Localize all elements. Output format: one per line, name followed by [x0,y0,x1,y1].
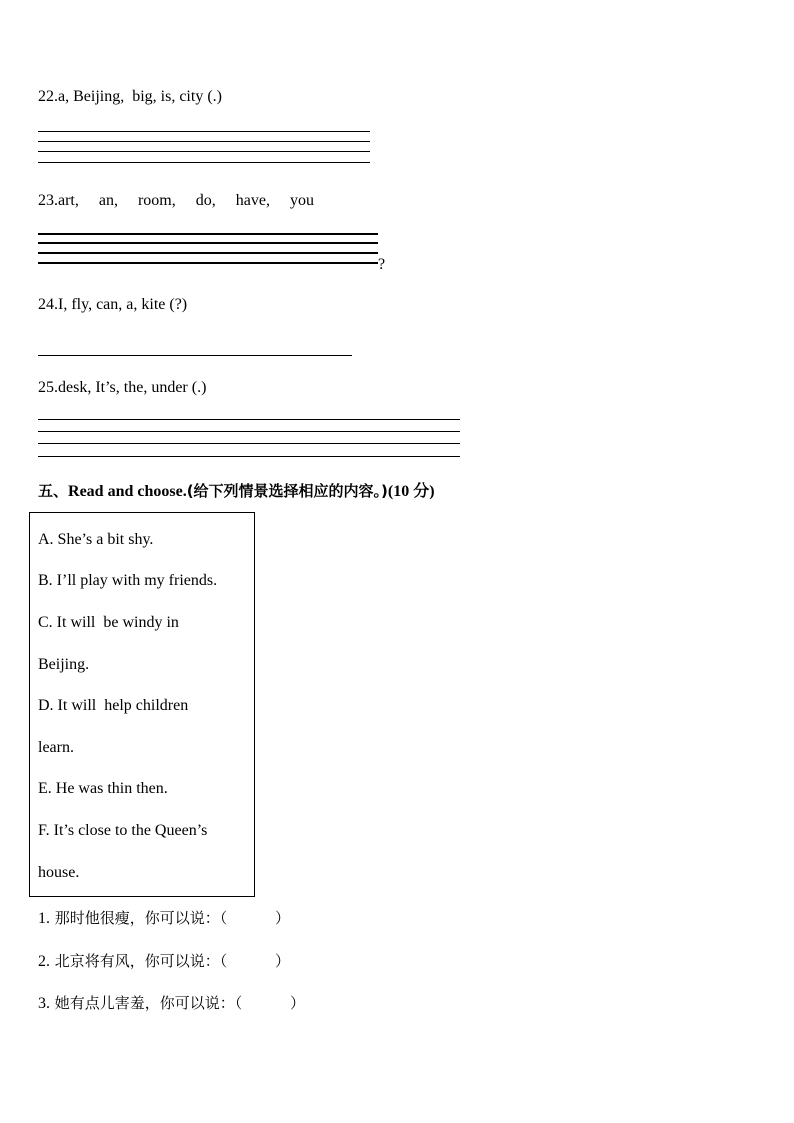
sub-question-3: 3. 她有点儿害羞，你可以说：（ ） [38,994,305,1012]
answer-line [38,141,370,142]
answer-line [38,431,460,432]
option-b: B. I’ll play with my friends. [38,572,218,589]
answer-line [38,419,460,420]
sub-question-2: 2. 北京将有风，你可以说：（ ） [38,952,290,970]
option-a: A. She’s a bit shy. [38,531,154,548]
option-c-cont: Beijing. [38,656,90,673]
option-f: F. It’s close to the Queen’s [38,822,208,839]
section-5-heading [38,480,435,503]
answer-line [38,355,352,356]
answer-line [38,233,378,235]
question-mark: ? [378,256,386,273]
answer-line [38,162,370,163]
section-score: (10 分) [387,483,435,500]
answer-line [38,242,378,244]
answer-line [38,252,378,254]
option-e: E. He was thin then. [38,780,168,797]
section-title-cn: (给下列情景选择相应的内容。) [186,482,388,500]
option-c: C. It will be windy in [38,614,179,631]
answer-line [38,131,370,132]
question-22: 22.a, Beijing, big, is, city (.) [38,88,222,105]
option-d-cont: learn. [38,739,74,756]
section-title-en: Read and choose. [68,483,187,500]
answer-line [38,456,460,457]
question-25: 25.desk, It’s, the, under (.) [38,379,207,396]
answer-line [38,443,460,444]
option-d: D. It will help children [38,697,189,714]
question-23: 23.art, an, room, do, have, you [38,192,314,209]
answer-line [38,262,378,264]
sub-question-1: 1. 那时他很瘦，你可以说：（ ） [38,909,290,927]
option-f-cont: house. [38,864,80,881]
question-24: 24.I, fly, can, a, kite (?) [38,296,188,313]
section-number: 五、 [38,482,69,500]
answer-line [38,151,370,152]
